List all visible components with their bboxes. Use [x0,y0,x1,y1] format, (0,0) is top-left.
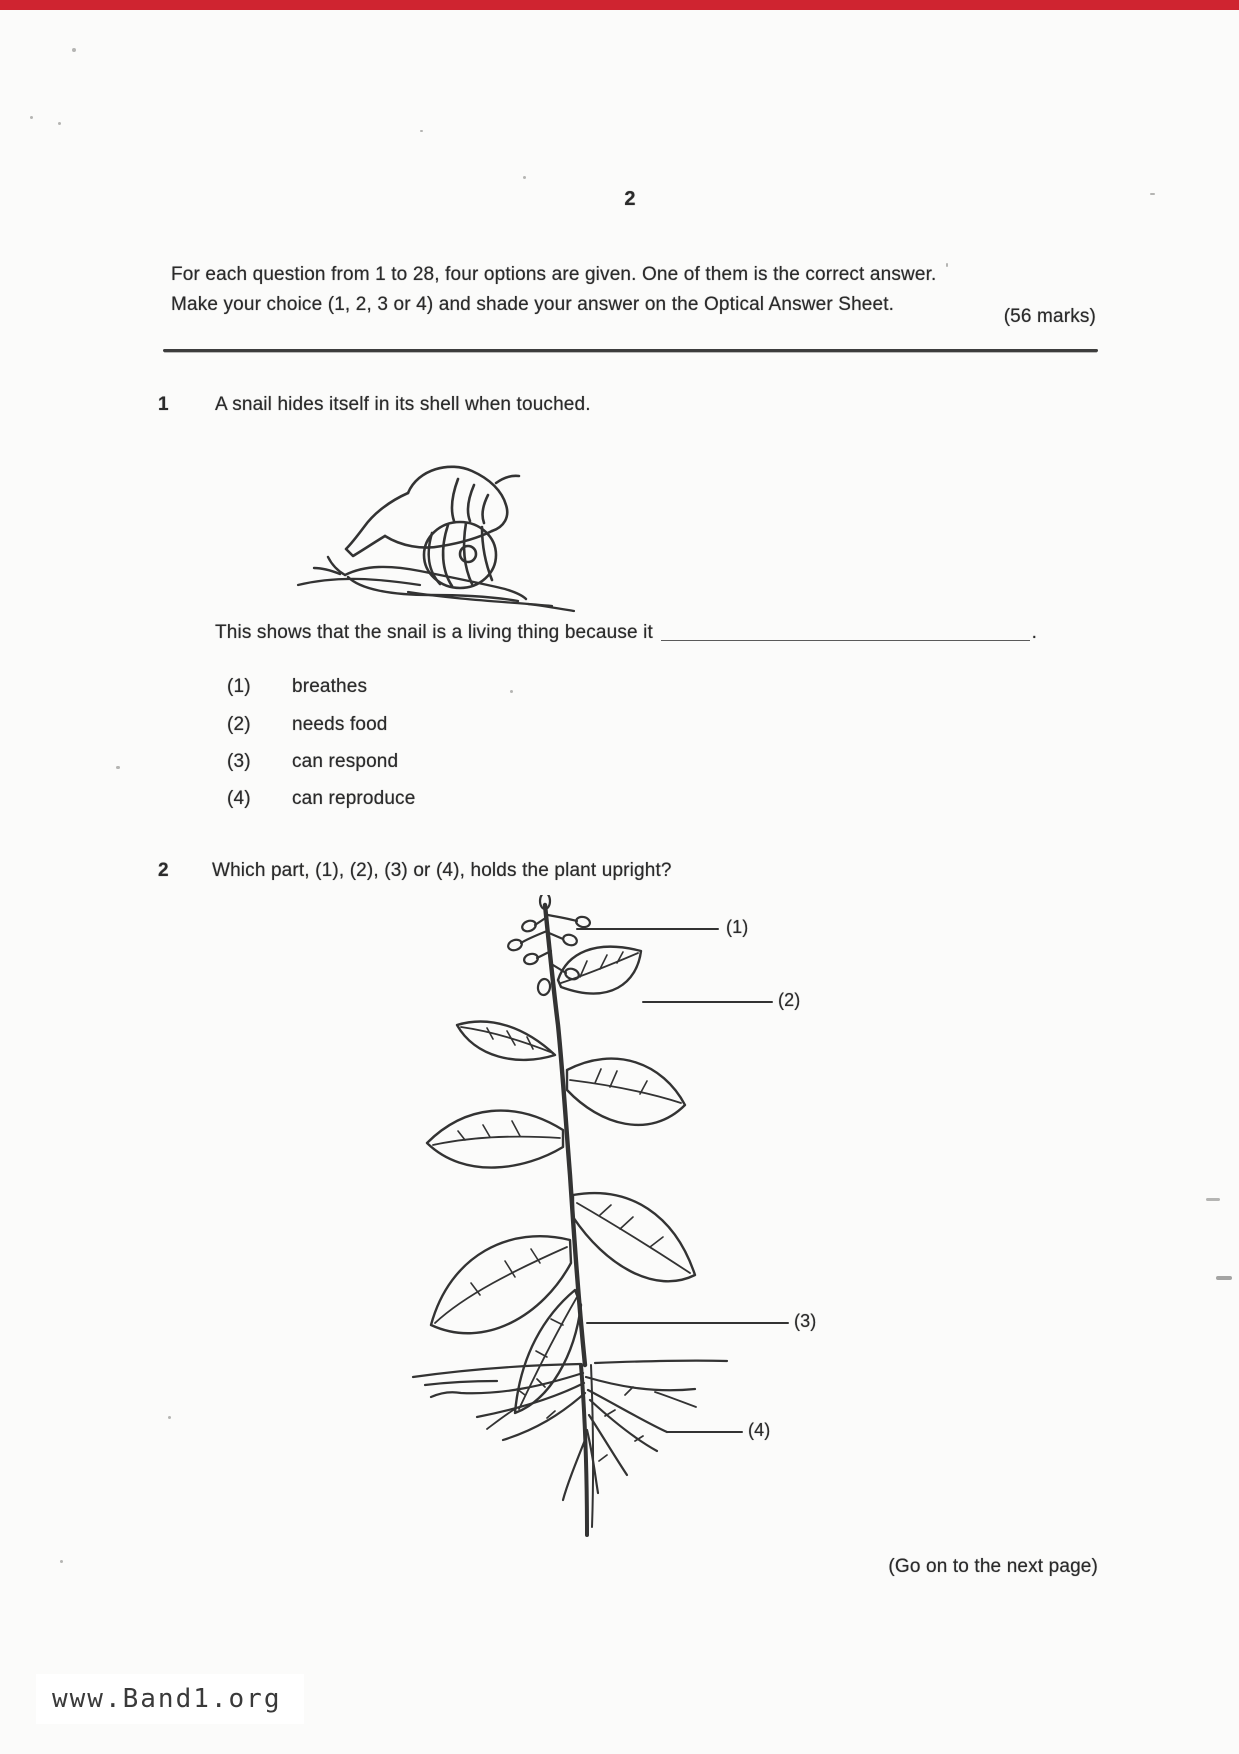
page-number: 2 [624,188,636,210]
leaf [457,1022,555,1060]
option-row-2 [227,714,727,736]
scan-speck [510,690,513,693]
leaf [558,947,641,994]
option-3-text: can respond [292,751,399,772]
scan-speck [168,1416,171,1419]
instructions-line1: For each question from 1 to 28, four options are given. One of them is the correct answer. [171,264,937,285]
scan-speck [420,130,423,132]
option-4-label: (4) [227,788,251,809]
plant-label-3: (3) [794,1311,817,1331]
scan-speck [72,48,76,52]
scan-speck [946,263,948,267]
marks-note: (56 marks) [1003,306,1096,327]
ground-line [413,1361,727,1385]
top-red-bar [0,0,1239,10]
scan-speck [1150,193,1155,195]
option-4-text: can reproduce [292,788,416,809]
instructions-line2: Make your choice (1, 2, 3 or 4) and shade your answer on the Optical Answer Sheet. [171,294,895,315]
question-1-prompt [215,620,1037,644]
option-1-text: breathes [292,676,368,697]
leaf [567,1059,685,1125]
prompt-period: . [1031,622,1037,643]
option-row-4 [227,788,727,810]
plant-label-1: (1) [726,917,749,937]
leaf [431,1236,571,1333]
roots-group [431,1365,696,1535]
scan-speck [58,122,61,125]
question-2-text: Which part, (1), (2), (3) or (4), holds the plant upright? [212,860,672,881]
watermark-text: www.Band1.org [52,1684,282,1714]
leader-lines [577,929,788,1432]
option-row-1 [227,676,727,698]
question-2-number: 2 [158,860,169,881]
scan-speck [60,1560,63,1563]
divider-line [163,349,1098,352]
plant-label-4: (4) [748,1420,771,1440]
scan-speck [30,116,33,119]
plant-label-2: (2) [778,990,801,1010]
leaf [573,1193,695,1281]
option-3-label: (3) [227,751,251,772]
scan-speck [1206,1198,1220,1201]
option-row-3 [227,751,727,773]
option-1-label: (1) [227,676,251,697]
continue-note: (Go on to the next page) [888,1556,1098,1577]
question-1-number: 1 [158,394,169,415]
scan-speck [116,766,120,769]
ground-line [298,579,574,611]
scan-speck [1216,1276,1232,1280]
leaf [427,1111,563,1168]
option-2-text: needs food [292,714,388,735]
prompt-text: This shows that the snail is a living thing because it [215,622,653,643]
scan-speck [523,176,526,179]
answer-blank [661,620,1030,641]
option-2-label: (2) [227,714,251,735]
snail-figure [290,453,590,623]
question-1-text: A snail hides itself in its shell when touched. [215,394,591,415]
